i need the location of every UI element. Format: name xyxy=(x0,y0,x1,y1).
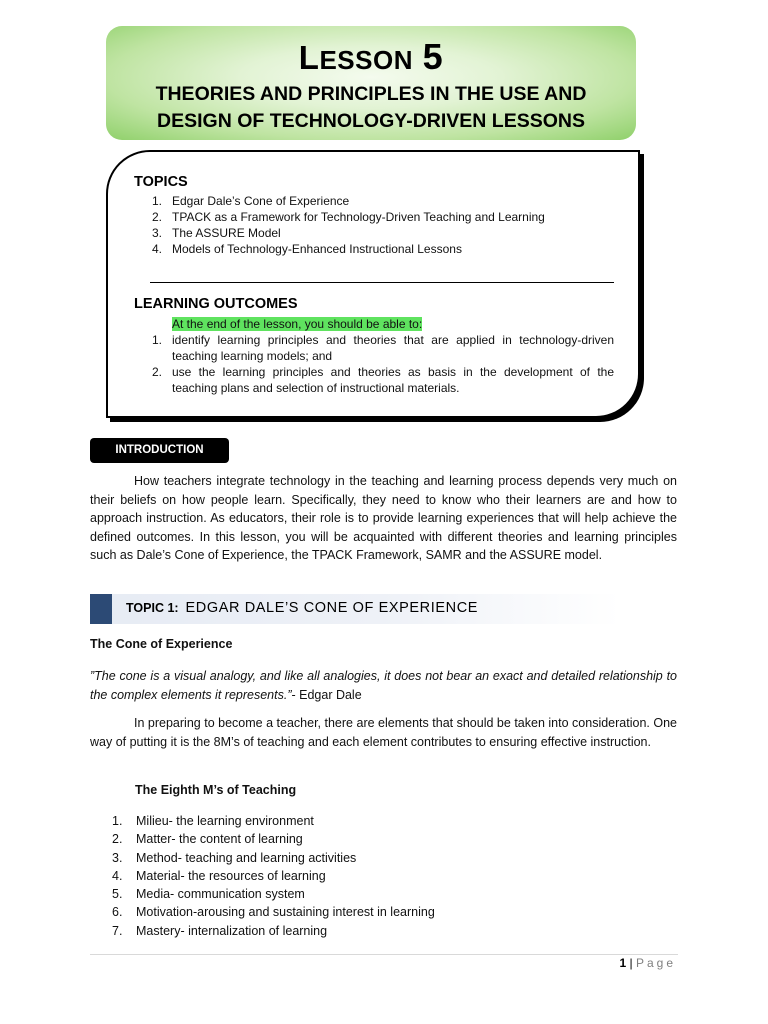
introduction-label: INTRODUCTION xyxy=(90,438,229,463)
list-item: 2. use the learning principles and theories as basis in the development of the teaching plans and selection of instructional materials. xyxy=(152,365,614,395)
list-item: 2. Matter- the content of learning xyxy=(112,832,303,847)
page-footer xyxy=(619,956,676,970)
quote-author: - Edgar Dale xyxy=(291,687,362,702)
list-item: 6. Motivation-arousing and sustaining interest in learning xyxy=(112,905,435,920)
lesson-subtitle xyxy=(106,81,636,135)
lesson-number: 5 xyxy=(422,36,444,77)
topics-outcomes-box xyxy=(106,150,640,418)
list-item: 7. Mastery- internalization of learning xyxy=(112,923,328,938)
eight-m-heading: The Eighth M’s of Teaching xyxy=(135,783,297,797)
outcomes-list xyxy=(152,332,614,396)
list-item: 1. Milieu- the learning environment xyxy=(112,814,314,828)
topic-1-label: TOPIC 1: xyxy=(126,601,179,615)
list-item: 5. Media- communication system xyxy=(112,887,305,902)
list-item: 3. The ASSURE Model xyxy=(152,226,281,240)
lesson-title xyxy=(106,36,636,78)
list-item: 1. identify learning principles and theories that are applied in technology-driven teaching learning models; and xyxy=(152,333,614,363)
lesson-subtitle-line1: THEORIES AND PRINCIPLES IN THE USE AND xyxy=(155,83,587,105)
topic-marker xyxy=(90,594,112,624)
lesson-banner xyxy=(106,26,636,140)
topic-1-heading xyxy=(126,600,478,616)
section-divider xyxy=(150,282,614,283)
topics-list xyxy=(152,193,545,257)
eight-m-paragraph: In preparing to become a teacher, there are elements that should be taken into consideration. One way of putting it is the 8M’s of teaching and each element contributes to ensuring effective instruction. xyxy=(90,716,677,749)
cone-subheading: The Cone of Experience xyxy=(90,637,233,651)
lesson-title-initial: L xyxy=(298,39,320,76)
list-item: 3. Method- teaching and learning activities xyxy=(112,850,357,865)
footer-rule xyxy=(90,954,678,955)
dale-quote xyxy=(90,667,677,704)
outcomes-lead: At the end of the lesson, you should be able to: xyxy=(172,317,423,331)
footer-separator: | xyxy=(626,956,636,970)
list-item: 2. TPACK as a Framework for Technology-Driven Teaching and Learning xyxy=(152,210,545,224)
quote-text: ”The cone is a visual analogy, and like all analogies, it does not bear an exact and detailed relationship to the complex elements it represents.” xyxy=(90,669,677,702)
topic-1-title: EDGAR DALE’S CONE OF EXPERIENCE xyxy=(185,600,479,616)
topics-heading: TOPICS xyxy=(134,174,188,190)
list-item: 1. Edgar Dale’s Cone of Experience xyxy=(152,194,350,208)
lesson-subtitle-line2: DESIGN OF TECHNOLOGY-DRIVEN LESSONS xyxy=(157,110,585,132)
outcomes-heading: LEARNING OUTCOMES xyxy=(134,296,298,312)
eight-m-list xyxy=(112,812,435,940)
list-item: 4. Models of Technology-Enhanced Instructional Lessons xyxy=(152,242,462,256)
page-number: 1 xyxy=(619,956,627,970)
list-item: 4. Material- the resources of learning xyxy=(112,868,326,883)
topic-1-header xyxy=(90,594,620,624)
page-word: Page xyxy=(635,956,676,970)
lesson-title-rest: ESSON xyxy=(319,45,413,75)
introduction-paragraph: How teachers integrate technology in the teaching and learning process depends very much on their beliefs on how people learn. Specifically, they need to know who their learners are and how to approach instruction. As educators, their role is to provide learning experiences that will help achieve the defined outcomes. In this lesson, you will be acquainted with different theories and learning principles such as Dale’s Cone of Experience, the TPACK Framework, SAMR and the ASSURE model. xyxy=(90,474,677,562)
